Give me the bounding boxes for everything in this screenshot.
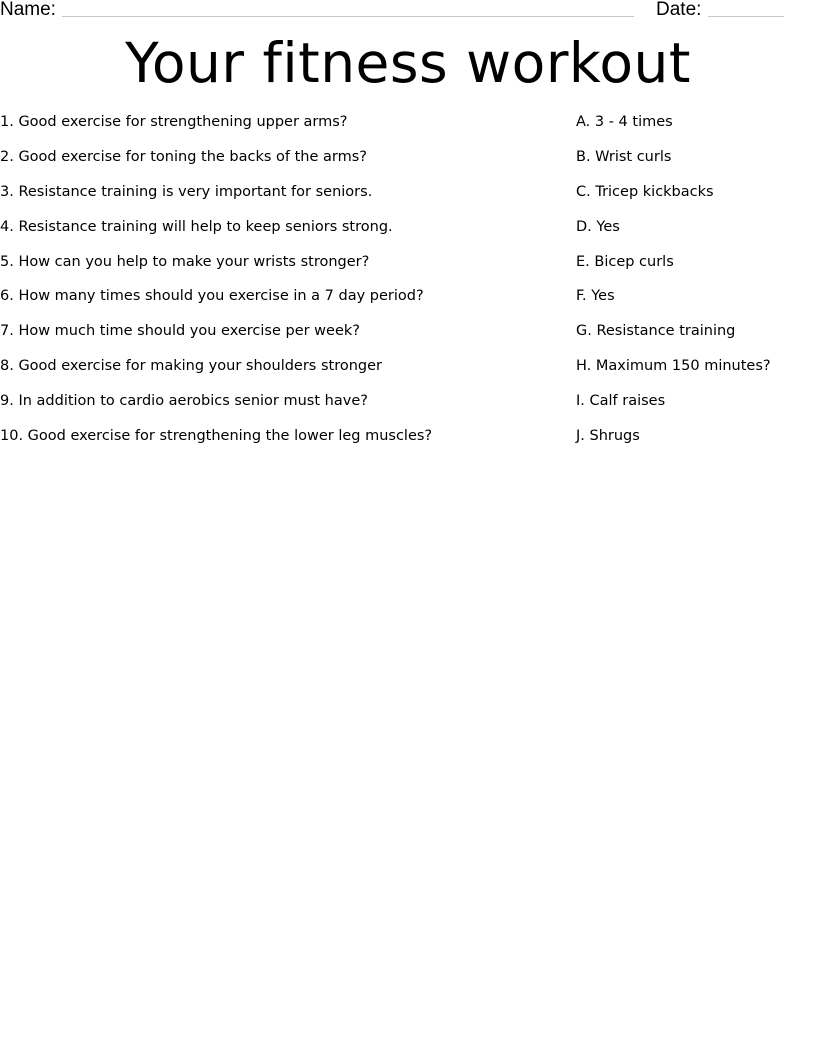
name-label: Name: xyxy=(0,0,56,20)
question-item: 4. Resistance training will help to keep seniors strong. xyxy=(0,218,393,235)
question-item: 7. How much time should you exercise per week? xyxy=(0,323,360,340)
answer-item: I. Calf raises xyxy=(576,393,666,410)
answer-item: F. Yes xyxy=(576,288,615,305)
question-item: 2. Good exercise for toning the backs of the arms? xyxy=(0,148,367,165)
answer-item: G. Resistance training xyxy=(576,323,736,340)
answer-item: H. Maximum 150 minutes? xyxy=(576,358,771,375)
answer-item: J. Shrugs xyxy=(576,428,640,445)
date-label: Date: xyxy=(656,0,702,20)
answer-item: A. 3 - 4 times xyxy=(576,114,673,130)
question-item: 3. Resistance training is very important for seniors. xyxy=(0,183,373,200)
name-field-line[interactable] xyxy=(62,16,634,17)
question-list xyxy=(0,112,560,461)
question-item: 8. Good exercise for making your shoulders stronger xyxy=(0,358,382,375)
worksheet-header xyxy=(0,0,816,24)
answer-item: E. Bicep curls xyxy=(576,253,674,270)
page-title: Your fitness workout xyxy=(125,31,691,95)
answer-item: B. Wrist curls xyxy=(576,148,672,165)
question-item: 10. Good exercise for strengthening the lower leg muscles? xyxy=(0,428,433,445)
answer-item: C. Tricep kickbacks xyxy=(576,183,714,200)
date-field-line[interactable] xyxy=(708,16,784,17)
question-item: 6. How many times should you exercise in a 7 day period? xyxy=(0,288,424,305)
question-item: 5. How can you help to make your wrists stronger? xyxy=(0,253,370,270)
question-item: 9. In addition to cardio aerobics senior must have? xyxy=(0,393,368,410)
question-item: 1. Good exercise for strengthening upper arms? xyxy=(0,114,348,130)
answer-list xyxy=(576,112,816,461)
answer-item: D. Yes xyxy=(576,218,620,235)
